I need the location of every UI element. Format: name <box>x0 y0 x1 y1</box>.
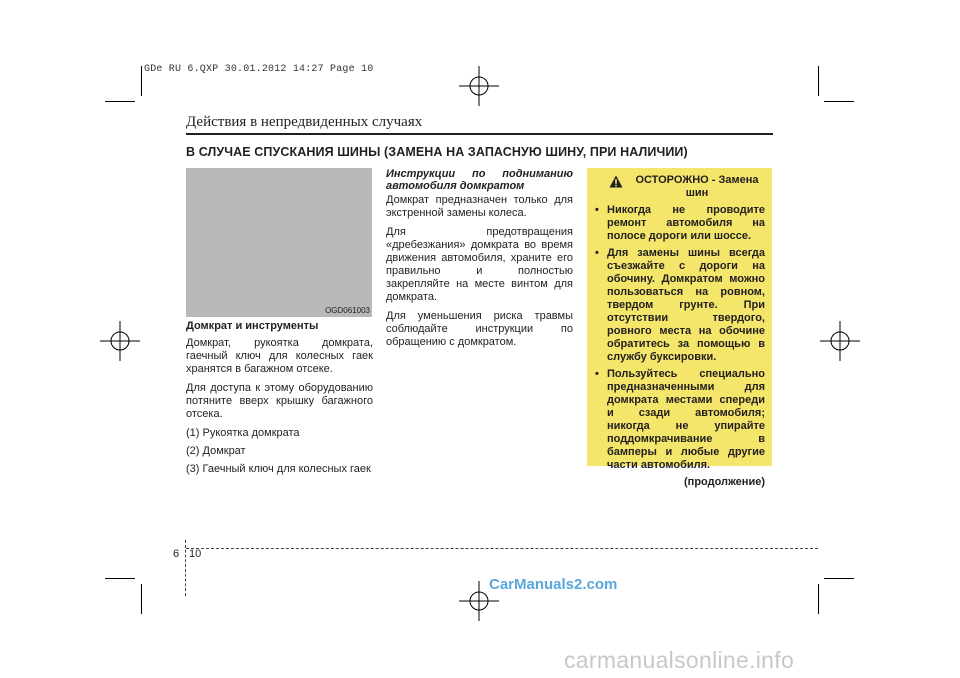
crop-mark <box>818 584 819 614</box>
registration-mark-icon <box>459 66 499 106</box>
bullet: • <box>595 368 599 380</box>
section-title: Действия в непредвиденных случаях <box>186 114 423 130</box>
warning-item: • Пользуйтесь специально предназначенными для домкрата местами спереди и сзади автомобиля; никогда не упирайте поддомкрачивание в бамперы и любые другие части автомобиля. <box>595 368 765 471</box>
jack-tools-heading: Домкрат и инструменты <box>186 320 319 332</box>
crop-mark <box>105 101 135 102</box>
crop-mark <box>824 101 854 102</box>
crop-mark <box>141 584 142 614</box>
crop-mark <box>818 66 819 96</box>
paragraph: Для доступа к этому оборудованию потяните вверх крышку багажного отсека. <box>186 382 373 420</box>
warning-header <box>595 174 765 200</box>
bullet: • <box>595 204 599 216</box>
warning-title: ОСТОРОЖНО - Замена шин <box>635 174 759 199</box>
warning-item: • Для замены шины всегда съезжайте с дороги на обочину. Домкратом можно пользоваться на ровном, твердом грунте. При отсутствии твердого, ровного места на обочине обратитесь за помощью в службу буксировки. <box>595 247 765 363</box>
paragraph: Для предотвращения «дребезжания» домкрата во время движения автомобиля, храните его правильно и полностью закрепляйте на месте винтом для домкрата. <box>386 226 573 303</box>
warning-triangle-icon <box>609 175 623 188</box>
footer-separator <box>185 540 186 596</box>
chapter-number: 6 <box>173 548 180 560</box>
crop-mark <box>141 66 142 96</box>
list-item: (3) Гаечный ключ для колесных гаек <box>186 463 371 475</box>
list-item: (2) Домкрат <box>186 445 246 457</box>
main-title: В СЛУЧАЕ СПУСКАНИЯ ШИНЫ (ЗАМЕНА НА ЗАПАСНУЮ ШИНУ, ПРИ НАЛИЧИИ) <box>186 145 688 159</box>
registration-mark-icon <box>100 321 140 361</box>
paragraph: Домкрат, рукоятка домкрата, гаечный ключ для колесных гаек хранятся в багажном отсеке. <box>186 337 373 375</box>
figure-code: OGD061003 <box>325 306 370 315</box>
footer-rule <box>186 548 818 549</box>
registration-mark-icon <box>820 321 860 361</box>
continued-label: (продолжение) <box>684 476 765 488</box>
print-slug: GDe RU 6.QXP 30.01.2012 14:27 Page 10 <box>144 64 374 75</box>
column-left <box>186 320 373 481</box>
crop-mark <box>105 578 135 579</box>
jacking-instructions-heading: Инструкции по подниманию автомобиля домкратом <box>386 168 573 192</box>
column-middle <box>386 168 573 355</box>
warning-item: • Никогда не проводите ремонт автомобиля на полосе дороги или шоссе. <box>595 204 765 242</box>
paragraph: Для уменьшения риска травмы соблюдайте инструкции по обращению с домкратом. <box>386 310 573 348</box>
warning-box <box>587 168 772 488</box>
bullet: • <box>595 247 599 259</box>
watermark-carmanuals2: CarManuals2.com <box>489 576 618 593</box>
warning-list <box>595 204 765 472</box>
watermark-carmanualsonline: carmanualsonline.info <box>564 647 795 673</box>
crop-mark <box>824 578 854 579</box>
list-item: (1) Рукоятка домкрата <box>186 427 300 439</box>
paragraph: Домкрат предназначен только для экстренной замены колеса. <box>386 194 573 219</box>
page-number: 10 <box>189 548 202 560</box>
figure-image <box>186 168 372 317</box>
header-rule <box>186 133 773 135</box>
